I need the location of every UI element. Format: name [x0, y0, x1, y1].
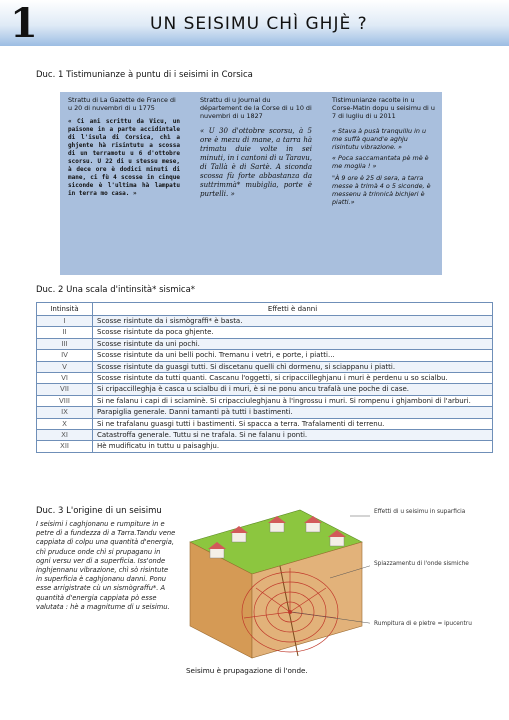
effects-cell: Parapiglia generale. Danni tamanti pà tutti i bastimenti. — [93, 407, 493, 418]
doc3-text: I seisimi i caghjonanu e rumpiture in e petre di a fundezza di a Tarra.Tandu vene cappiata di colpu una quantità d'energia, chì pruduce onde chì si prupaganu in ogni versu ver di a superficia. Iss'onde inghjennanu vibrazione, chì sò risintute in superficia è caghjonanu danni. Ponu esse arrigistrate cù un sismògraffu*. A quantità d'energia cappiata pò esse valutata : hè a magnitume di u seisimu. — [36, 520, 176, 611]
effects-cell: Scosse risintute da tutti quanti. Cascanu l'oggetti, si cripaccilleghjanu i muri è perdenu u so scialbu. — [93, 373, 493, 384]
intensity-table — [36, 302, 493, 453]
doc1-quote-3c: "À 9 ore è 25 di sera, a tarra messe à trimà 4 o 5 siconde, è messenu à trinnicà bichjeri è piatti.» — [332, 173, 431, 207]
intensity-cell: VII — [37, 384, 93, 395]
effects-cell: Catastroffa generale. Tuttu si ne trafala. Si ne falanu i ponti. — [93, 430, 493, 441]
intensity-cell: IX — [37, 407, 93, 418]
table-row — [37, 430, 493, 441]
doc1-quotes-3 — [332, 127, 436, 207]
doc2-title: Duc. 2 Una scala d'intinsità* sismica* — [36, 285, 196, 295]
table-row — [37, 418, 493, 429]
table-row — [37, 441, 493, 452]
label-effects: Effetti di u seisimu in suparficia — [374, 509, 466, 515]
table-row — [37, 327, 493, 338]
table-row — [37, 373, 493, 384]
header-intensity: Intinsità — [37, 303, 93, 316]
doc1-box — [60, 92, 442, 275]
doc1-quote-3b: « Poca saccamantata pè mè è me moglia ! » — [332, 154, 429, 171]
table-row — [37, 350, 493, 361]
effects-cell: Scosse risintute da poca ghjente. — [93, 327, 493, 338]
doc1-quote-2: « U 30 d'ottobre scorsu, à 5 ore è mezu di mane, a tarra hà trimatu duie volte in sei minuti, in i cantoni di u Taravu, di Tallà è di Sartè. A siconda scossa fù forte abbastanza da suttrimmà* mubiglia, porte è purtelli. » — [200, 126, 312, 198]
diagram-caption: Seisimu è prupagazione di l'onde. — [186, 666, 308, 675]
doc1-source-1: Strattu di La Gazette de France di u 20 di nuvembri di u 1775 — [68, 96, 176, 113]
intensity-cell: XII — [37, 441, 93, 452]
intensity-cell: IV — [37, 350, 93, 361]
effects-cell: Scosse risintute da uni belli pochi. Tremanu i vetri, e porte, i piatti... — [93, 350, 493, 361]
intensity-cell: X — [37, 418, 93, 429]
table-row — [37, 395, 493, 406]
label-waves: Spiazzamentu di l'onde sismiche — [374, 561, 469, 567]
table-row — [37, 384, 493, 395]
doc1-quote-1: « Ci ani scrittu da Vicu, un paisone in a parte accidintale di l'isula di Corsica, chì a ghjente hà risintutu a scossa di un terramotu u 6 d'ottobre scorsu. U 22 di u stessu mese, à dece ore è dodici minuti di mane, ci fù 4 scosse in cinque siconde è l'ultima hà lampatu in terra mo casa. » — [68, 118, 180, 198]
page-title: UN SEISIMU CHÌ GHJÈ ? — [150, 14, 368, 34]
table-row — [37, 316, 493, 327]
effects-cell: Hè mudificatu in tuttu u paisaghju. — [93, 441, 493, 452]
effects-cell: Si ne falanu i capi di i sciaminè. Si cripacciuleghjanu à l'ingrossu i muri. Si rompenu i ghjamboni di l'arburi. — [93, 395, 493, 406]
chapter-number: 1 — [10, 0, 38, 47]
effects-cell: Si ne trafalanu guasgi tutti i bastimenti. Si spacca a terra. Trafalamenti di terrenu. — [93, 418, 493, 429]
intensity-cell: II — [37, 327, 93, 338]
table-row — [37, 338, 493, 349]
doc1-source-3: Tistimunianze racolte in u Corse-Matin dopu u seisimu di u 7 di lugliu di u 2011 — [332, 96, 435, 121]
doc3-title: Duc. 3 L'origine di un seisimu — [36, 506, 162, 516]
intensity-cell: VIII — [37, 395, 93, 406]
doc1-column-2 — [200, 96, 312, 199]
intensity-cell: I — [37, 316, 93, 327]
intensity-cell: XI — [37, 430, 93, 441]
header-effects: Effetti è danni — [93, 303, 493, 316]
intensity-cell: V — [37, 361, 93, 372]
intensity-cell: VI — [37, 373, 93, 384]
table-row — [37, 361, 493, 372]
hypocenter — [288, 610, 292, 614]
doc1-title: Duc. 1 Tistimunianze à puntu di i seisimi in Corsica — [36, 70, 253, 80]
effects-cell: Scosse risintute da uni pochi. — [93, 338, 493, 349]
effects-cell: Si cripaccilleghja è casca u scialbu di i muri, è si ne ponu ancu trafalà une poche di case. — [93, 384, 493, 395]
table-header-row — [37, 303, 493, 316]
doc1-source-2: Strattu di u Journal du département de la Corse di u 10 di nuvembri di u 1827 — [200, 96, 312, 121]
earthquake-diagram — [180, 500, 370, 660]
doc1-quote-3a: « Stava à pusà tranquillu in u me suffà quand'e aghju risintutu vibrazione. » — [332, 126, 427, 152]
label-rupture: Rumpitura di e pietre = ipucentru — [374, 621, 472, 627]
doc1-column-3 — [332, 96, 436, 209]
effects-cell: Scosse risintute da guasgi tutti. Si discetanu quelli chì dormenu, si sciappanu i piatti. — [93, 361, 493, 372]
effects-cell: Scosse risintute da i sismògraffi* è basta. — [93, 316, 493, 327]
page-header — [0, 0, 509, 46]
intensity-cell: III — [37, 338, 93, 349]
doc1-column-1 — [68, 96, 180, 198]
table-row — [37, 407, 493, 418]
